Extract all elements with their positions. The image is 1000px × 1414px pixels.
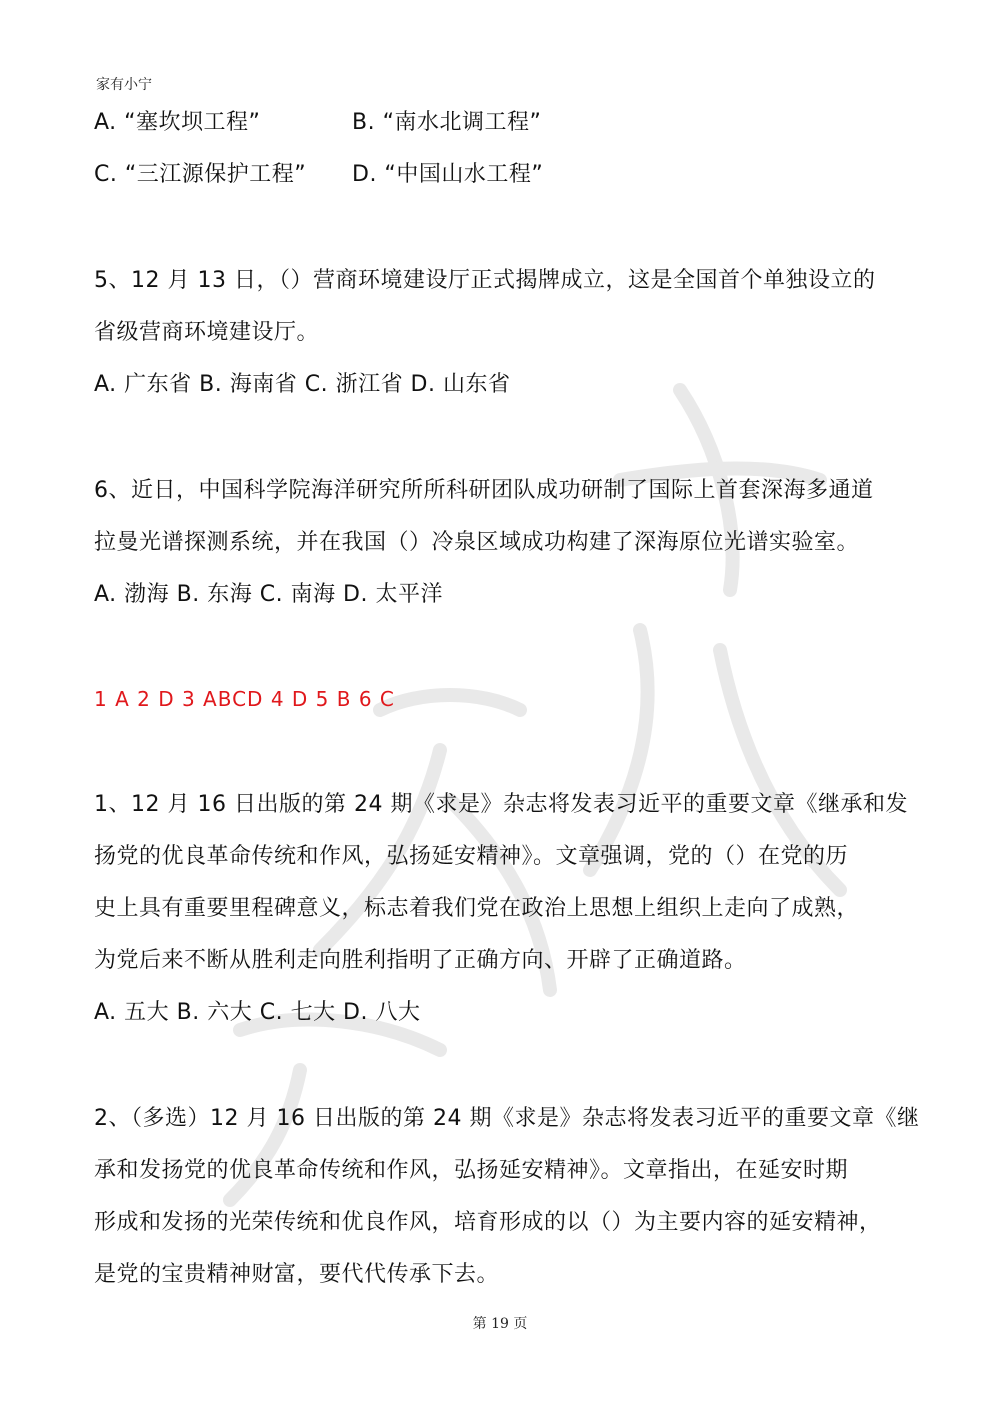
n2-text-line-1: 2、（多选）12 月 16 日出版的第 24 期《求是》杂志将发表习近平的重要文章《继 [94,1106,920,1131]
q6-text-line-2: 拉曼光谱探测系统，并在我国（）冷泉区域成功构建了深海原位光谱实验室。 [94,530,860,555]
q4-option-b: B. “南水北调工程” [352,110,542,135]
n2-text-line-3: 形成和发扬的光荣传统和优良作风，培育形成的以（）为主要内容的延安精神， [94,1210,882,1235]
page-number: 第 19 页 [472,1316,528,1332]
q6-text-line-1: 6、近日，中国科学院海洋研究所所科研团队成功研制了国际上首套深海多通道 [94,478,874,503]
q5-text-line-2: 省级营商环境建设厅。 [94,320,320,345]
n1-text-line-2: 扬党的优良革命传统和作风，弘扬延安精神》。文章强调，党的（）在党的历 [94,844,849,869]
n1-options: A. 五大 B. 六大 C. 七大 D. 八大 [94,1000,421,1025]
answer-key: 1 A 2 D 3 ABCD 4 D 5 B 6 C [94,687,395,711]
page-header: 家有小宁 [96,77,152,93]
q5-text-line-1: 5、12 月 13 日，（）营商环境建设厅正式揭牌成立，这是全国首个单独设立的 [94,268,876,293]
q4-option-a: A. “塞坎坝工程” [94,110,261,135]
q6-options: A. 渤海 B. 东海 C. 南海 D. 太平洋 [94,582,443,607]
n1-text-line-4: 为党后来不断从胜利走向胜利指明了正确方向、开辟了正确道路。 [94,948,747,973]
q5-options: A. 广东省 B. 海南省 C. 浙江省 D. 山东省 [94,372,511,397]
n2-text-line-4: 是党的宝贵精神财富，要代代传承下去。 [94,1262,500,1287]
q4-option-c: C. “三江源保护工程” [94,162,307,187]
watermark-calligraphy [120,330,980,1230]
q4-option-d: D. “中国山水工程” [352,162,544,187]
n1-text-line-1: 1、12 月 16 日出版的第 24 期《求是》杂志将发表习近平的重要文章《继承和发 [94,792,908,817]
n2-text-line-2: 承和发扬党的优良革命传统和作风，弘扬延安精神》。文章指出，在延安时期 [94,1158,849,1183]
n1-text-line-3: 史上具有重要里程碑意义，标志着我们党在政治上思想上组织上走向了成熟， [94,896,860,921]
